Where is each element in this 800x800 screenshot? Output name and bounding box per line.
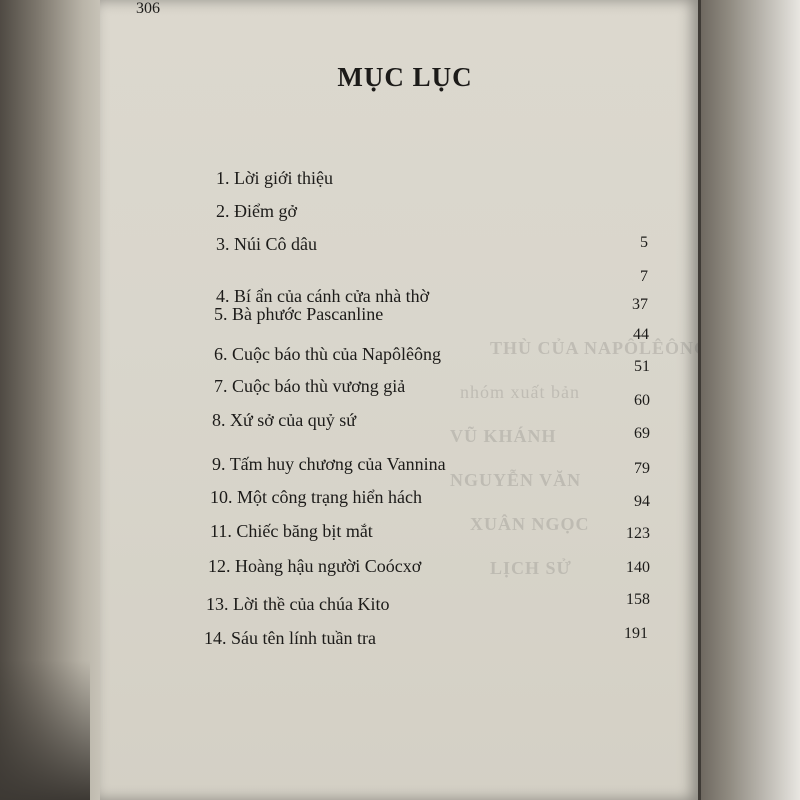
toc-entry-label: Bà phước Pascanline: [232, 304, 384, 324]
toc-entry-number: 2.: [216, 201, 230, 221]
toc-entry-label: Một công trạng hiển hách: [237, 487, 422, 507]
toc-entry-number: 12.: [208, 556, 231, 576]
toc-entry-label: Chiếc băng bịt mắt: [236, 521, 373, 541]
toc-entry-page: 191: [624, 625, 648, 642]
toc-entry-title: [216, 168, 333, 189]
toc-entry-title: [216, 201, 297, 222]
toc-entry-title: [212, 454, 446, 475]
toc-entry-title: [214, 376, 405, 397]
toc-entry-page: 94: [634, 493, 650, 510]
toc-entry-number: 6.: [214, 344, 228, 364]
page-title: MỤC LỤC: [337, 62, 473, 92]
toc-entry-title: [210, 487, 422, 508]
toc-entry-page: 5: [640, 234, 648, 251]
toc-entry-title: [214, 344, 441, 365]
toc-entry-title: [216, 234, 317, 255]
page-edge-right: [698, 0, 800, 800]
toc-entry-number: 14.: [204, 628, 227, 648]
toc-entry-page: 51: [634, 358, 650, 375]
toc-entry-title: [204, 628, 376, 649]
toc-entry-label: Xứ sở của quỷ sứ: [230, 410, 357, 430]
toc-entry-number: 13.: [206, 594, 229, 614]
toc-entry-label: Điểm gở: [234, 201, 298, 221]
toc-entry-label: Cuộc báo thù vương giả: [232, 376, 406, 396]
toc-entry-title: [214, 304, 383, 325]
toc-entry-number: 4.: [216, 286, 230, 306]
toc-entry-label: Hoàng hậu người Coócxơ: [235, 556, 422, 576]
toc-entry-title: [212, 410, 356, 431]
toc-entry-number: 11.: [210, 521, 232, 541]
toc-entry-page: 123: [626, 525, 650, 542]
bleed-through-text: THÙ CỦA NAPÔLÊÔNG nhóm xuất bản VŨ KHÁNH NGUYỄN VĂN XUÂN NGỌC LỊCH SỬ: [450, 338, 710, 578]
toc-entry-number: 9.: [212, 454, 226, 474]
toc-entry-number: 1.: [216, 168, 230, 188]
toc-entry-page: 79: [634, 460, 650, 477]
book-spine-shadow: [0, 0, 110, 800]
toc-entry-page: 69: [634, 425, 650, 442]
toc-entry-title: [208, 556, 421, 577]
toc-entry-page: 7: [640, 268, 648, 285]
toc-entry-title: [206, 594, 389, 615]
toc-entry-number: 3.: [216, 234, 230, 254]
toc-entry-page: 37: [632, 296, 648, 313]
toc-entry-page: 158: [626, 591, 650, 608]
toc-entry-page: 140: [626, 559, 650, 576]
toc-entry-number: 10.: [210, 487, 233, 507]
toc-entry-page: 60: [634, 392, 650, 409]
toc-entry-page: 44: [633, 326, 649, 343]
toc-entry-label: Lời giới thiệu: [234, 168, 334, 188]
book-page: [100, 0, 710, 800]
toc-entry-label: Cuộc báo thù của Napôlêông: [232, 344, 441, 364]
toc-entry-label: Bí ẩn của cánh cửa nhà thờ: [234, 286, 430, 306]
toc-entry-label: Sáu tên lính tuần tra: [231, 628, 376, 648]
toc-entry-number: 8.: [212, 410, 226, 430]
toc-entry-label: Tấm huy chương của Vannina: [229, 454, 446, 474]
toc-entry-number: 7.: [214, 376, 228, 396]
toc-entry-label: Núi Cô dâu: [234, 234, 317, 254]
toc-entry-title: [210, 521, 373, 542]
toc-entry-number: 5.: [214, 304, 228, 324]
toc-entry-page: 306: [136, 0, 160, 17]
toc-entry-label: Lời thề của chúa Kito: [233, 594, 390, 614]
